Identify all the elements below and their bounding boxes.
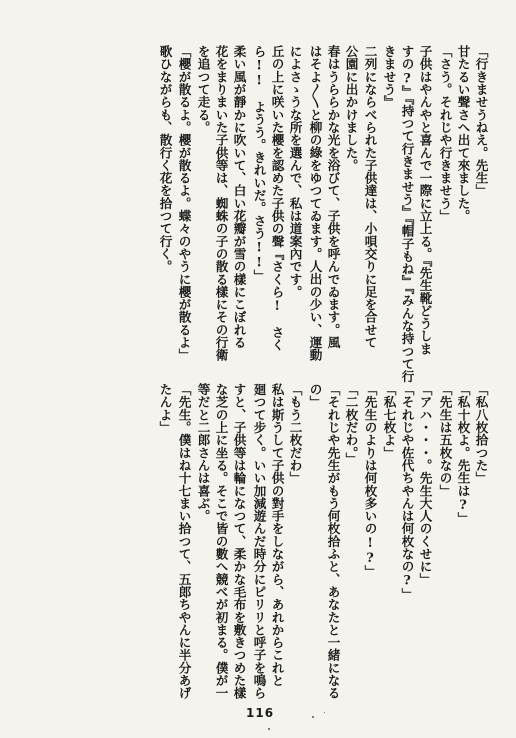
page-number: 116: [246, 706, 275, 720]
text-column: の」: [307, 383, 323, 409]
text-column: 「それじや先生がもう何枚拾ふと、あなたと一緒になる: [325, 383, 341, 700]
text-column: 「先生。僕はね十七まい拾つて、五郎ちやんに半分あげ: [176, 383, 192, 700]
text-column: 「私十枚よ。先生は?」: [455, 383, 471, 525]
text-column: 「私八枚拾つた」: [473, 383, 489, 485]
text-column: 二列にならべられた子供達は、小唄交りに足を合せて: [362, 45, 378, 349]
print-speck: [324, 712, 325, 713]
text-column: 等だと二郎さんは喜ぶ。: [195, 383, 211, 523]
text-column: 「二枚だわ。」: [343, 383, 359, 466]
text-column: はそよ〳〵と柳の綠をゆつてゐます。人出の少い、運動: [307, 45, 323, 362]
text-column: 甘たるい聲さへ出て來ました。: [455, 45, 471, 223]
text-column: 公園に出かけました。: [343, 45, 359, 172]
print-speck: [268, 728, 270, 730]
text-column: 「それじや佐代ちやんは何枚なの?」: [399, 383, 415, 601]
text-column: 「アハ・・・。先生大人のくせに」: [417, 383, 433, 586]
text-column: 歌ひながらも、散行く花を拾つて行く。: [157, 45, 173, 273]
text-column: 子供はやんやと喜んで一際に立上る。『先生靴どうしま: [417, 45, 433, 355]
text-column: 「もう二枚だわ」: [287, 383, 303, 485]
text-column: すと、子供等は輪になつて、柔かな毛布を敷きつめた樣: [231, 383, 247, 700]
text-column: 私は斯うして子供の對手をしながら、あれからこれと: [269, 383, 285, 687]
text-column: きませう』: [381, 45, 397, 109]
text-column: すの?』『持つて行きませう』『帽子もね』『みんな持つて行: [399, 45, 415, 383]
text-column: 「行きませうねえ。先生」: [473, 45, 489, 197]
text-column: を追つて走る。: [195, 45, 211, 134]
text-column: 丘の上に咲いた櫻を認めた子供の聲『さくら! さく: [269, 45, 285, 351]
text-column: 廻つて步く。いい加減遊んだ時分にピリリと呼子を鳴ら: [251, 383, 267, 700]
text-column: 「さう。それじや行きませう」: [437, 45, 453, 223]
text-column: 「櫻が散るよ。櫻が散るよ。蝶々のやうに櫻が散るよ」: [176, 45, 192, 362]
text-column: な芝の上に坐る。そこで皆の數へ競べが初まる。僕が一: [213, 383, 229, 700]
text-column: 花をまりまいた子供等は、蜘蛛の子の散る樣にその行衛: [213, 45, 229, 362]
text-column: 「私七枚よ」: [381, 383, 397, 459]
text-column: 柔い風が靜かに吹いて、白い花瓣が雪の樣にこぼれる: [231, 45, 247, 349]
text-column: たんよ」: [157, 383, 173, 434]
text-column: ら!! ようう。きれいだ。さう!!」: [251, 45, 267, 283]
print-speck: [312, 716, 314, 718]
text-column: 春はうららかな光を浴びて、子供を呼んでゐます。風: [325, 45, 341, 349]
text-column: 「先生のよりは何枚多いの!?」: [362, 383, 378, 578]
text-column: によさゝうな所を選んで、私は道案內です。: [287, 45, 303, 298]
text-column: 「先生は五枚なの」: [437, 383, 453, 497]
